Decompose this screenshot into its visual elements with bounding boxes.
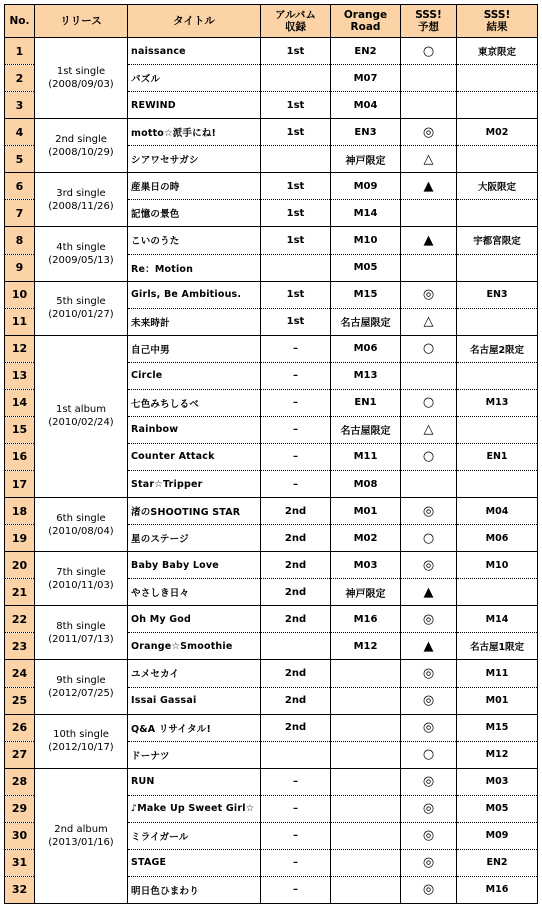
album-cell: 1st: [261, 281, 331, 308]
song-title: ユメセカイ: [128, 660, 261, 687]
song-title: ドーナツ: [128, 741, 261, 768]
prediction-symbol: ▲: [401, 579, 457, 606]
release-date: (2008/11/26): [48, 200, 114, 212]
song-title: やさしき日々: [128, 579, 261, 606]
song-title: Re：Motion: [128, 254, 261, 281]
header-title: タイトル: [128, 5, 261, 38]
album-cell: 1st: [261, 200, 331, 227]
release-cell: [35, 498, 128, 552]
album-cell: [261, 65, 331, 92]
row-number: 7: [5, 200, 35, 227]
song-title: naissance: [128, 38, 261, 65]
orange-road-cell: M15: [331, 281, 401, 308]
prediction-symbol: [401, 471, 457, 498]
result-cell: M13: [457, 389, 538, 416]
row-number: 16: [5, 443, 35, 470]
song-title: 記憶の景色: [128, 200, 261, 227]
table-row: [5, 606, 538, 633]
album-cell: –: [261, 471, 331, 498]
song-title: Rainbow: [128, 416, 261, 443]
song-title: ♪Make Up Sweet Girl☆: [128, 795, 261, 822]
song-title: Circle: [128, 362, 261, 389]
row-number: 29: [5, 795, 35, 822]
orange-road-cell: M09: [331, 173, 401, 200]
release-date: (2010/08/04): [48, 525, 114, 537]
orange-road-cell: M03: [331, 552, 401, 579]
song-title: Star☆Tripper: [128, 471, 261, 498]
header-no: No.: [5, 5, 35, 38]
result-cell: EN2: [457, 849, 538, 876]
release-name: 6th single: [56, 512, 106, 524]
header-row: [5, 5, 538, 38]
song-title: REWIND: [128, 92, 261, 119]
result-cell: M05: [457, 795, 538, 822]
song-title: motto☆派手にね!: [128, 119, 261, 146]
row-number: 22: [5, 606, 35, 633]
header-album-line2: 収録: [285, 21, 306, 33]
result-cell: [457, 471, 538, 498]
prediction-symbol: ○: [401, 443, 457, 470]
prediction-symbol: △: [401, 416, 457, 443]
song-title: Girls, Be Ambitious.: [128, 281, 261, 308]
release-date: (2008/10/29): [48, 146, 114, 158]
result-cell: [457, 92, 538, 119]
row-number: 28: [5, 768, 35, 795]
header-result-line1: SSS!: [483, 9, 511, 21]
release-name: 10th single: [53, 729, 109, 741]
prediction-symbol: ◎: [401, 498, 457, 525]
release-cell: [35, 335, 128, 497]
song-title: シアワセサガシ: [128, 146, 261, 173]
row-number: 25: [5, 687, 35, 714]
prediction-symbol: ▲: [401, 173, 457, 200]
prediction-symbol: [401, 362, 457, 389]
result-cell: M01: [457, 687, 538, 714]
result-cell: M03: [457, 768, 538, 795]
result-cell: M06: [457, 525, 538, 552]
prediction-symbol: △: [401, 146, 457, 173]
header-pred-line2: 予想: [418, 21, 439, 33]
prediction-symbol: ◎: [401, 660, 457, 687]
prediction-symbol: ○: [401, 741, 457, 768]
row-number: 3: [5, 92, 35, 119]
row-number: 9: [5, 254, 35, 281]
header-orange-line2: Road: [350, 21, 381, 33]
row-number: 32: [5, 876, 35, 903]
album-cell: –: [261, 822, 331, 849]
result-cell: M15: [457, 714, 538, 741]
prediction-symbol: ◎: [401, 552, 457, 579]
table-row: [5, 768, 538, 795]
prediction-symbol: ▲: [401, 227, 457, 254]
release-name: 9th single: [56, 675, 106, 686]
release-name: 4th single: [56, 242, 106, 253]
result-cell: [457, 416, 538, 443]
row-number: 17: [5, 471, 35, 498]
row-number: 20: [5, 552, 35, 579]
table-row: [5, 552, 538, 579]
release-name: 7th single: [56, 566, 106, 578]
prediction-symbol: ◎: [401, 822, 457, 849]
release-cell: [35, 606, 128, 660]
album-cell: [261, 633, 331, 660]
orange-road-cell: EN2: [331, 38, 401, 65]
release-name: 5th single: [56, 296, 106, 308]
song-title: 七色みちしるべ: [128, 389, 261, 416]
result-cell: M12: [457, 741, 538, 768]
orange-road-cell: [331, 687, 401, 714]
row-number: 19: [5, 525, 35, 552]
row-number: 12: [5, 335, 35, 362]
album-cell: [261, 146, 331, 173]
orange-road-cell: M05: [331, 254, 401, 281]
orange-road-cell: M10: [331, 227, 401, 254]
album-cell: 2nd: [261, 687, 331, 714]
release-cell: [35, 552, 128, 606]
album-cell: –: [261, 795, 331, 822]
album-cell: 2nd: [261, 498, 331, 525]
release-name: 3rd single: [56, 187, 106, 199]
result-cell: [457, 254, 538, 281]
row-number: 2: [5, 65, 35, 92]
album-cell: 1st: [261, 38, 331, 65]
orange-road-cell: M08: [331, 471, 401, 498]
row-number: 13: [5, 362, 35, 389]
album-cell: –: [261, 362, 331, 389]
row-number: 18: [5, 498, 35, 525]
result-cell: [457, 146, 538, 173]
song-title: 星のステージ: [128, 525, 261, 552]
header-orange-road: [331, 5, 401, 38]
orange-road-cell: 名古屋限定: [331, 308, 401, 335]
table-row: [5, 173, 538, 200]
orange-road-cell: M14: [331, 200, 401, 227]
song-title: 産巣日の時: [128, 173, 261, 200]
release-name: 8th single: [56, 620, 106, 632]
result-cell: M14: [457, 606, 538, 633]
prediction-symbol: ◎: [401, 849, 457, 876]
orange-road-cell: M11: [331, 443, 401, 470]
album-cell: 1st: [261, 173, 331, 200]
row-number: 11: [5, 308, 35, 335]
row-number: 26: [5, 714, 35, 741]
row-number: 30: [5, 822, 35, 849]
result-cell: EN3: [457, 281, 538, 308]
orange-road-cell: M16: [331, 606, 401, 633]
orange-road-cell: [331, 714, 401, 741]
prediction-symbol: [401, 92, 457, 119]
header-sss-prediction: [401, 5, 457, 38]
prediction-symbol: [401, 200, 457, 227]
orange-road-cell: [331, 822, 401, 849]
prediction-symbol: ○: [401, 525, 457, 552]
orange-road-cell: M01: [331, 498, 401, 525]
row-number: 21: [5, 579, 35, 606]
prediction-symbol: ◎: [401, 281, 457, 308]
result-cell: [457, 200, 538, 227]
release-date: (2010/01/27): [48, 309, 114, 321]
prediction-symbol: [401, 65, 457, 92]
release-cell: [35, 714, 128, 768]
table-row: [5, 335, 538, 362]
release-name: 1st single: [56, 66, 106, 78]
song-table: [4, 4, 538, 904]
prediction-symbol: ◎: [401, 876, 457, 903]
album-cell: –: [261, 416, 331, 443]
release-cell: [35, 227, 128, 281]
album-cell: [261, 254, 331, 281]
result-cell: M11: [457, 660, 538, 687]
header-sss-result: [457, 5, 538, 38]
song-title: RUN: [128, 768, 261, 795]
release-cell: [35, 768, 128, 903]
row-number: 10: [5, 281, 35, 308]
album-cell: –: [261, 443, 331, 470]
result-cell: 名古屋2限定: [457, 335, 538, 362]
release-name: 2nd album: [54, 823, 108, 835]
album-cell: 1st: [261, 119, 331, 146]
orange-road-cell: EN3: [331, 119, 401, 146]
table-row: [5, 119, 538, 146]
song-title: 渚のSHOOTING STAR: [128, 498, 261, 525]
prediction-symbol: [401, 254, 457, 281]
header-album-line1: アルバム: [275, 9, 316, 21]
result-cell: 宇都宮限定: [457, 227, 538, 254]
row-number: 4: [5, 119, 35, 146]
result-cell: [457, 362, 538, 389]
album-cell: 2nd: [261, 660, 331, 687]
header-orange-line1: Orange: [343, 9, 388, 21]
song-title: Oh My God: [128, 606, 261, 633]
album-cell: [261, 741, 331, 768]
orange-road-cell: [331, 849, 401, 876]
result-cell: M09: [457, 822, 538, 849]
prediction-symbol: ◎: [401, 606, 457, 633]
row-number: 27: [5, 741, 35, 768]
song-title: Q&A リサイタル!: [128, 714, 261, 741]
orange-road-cell: M02: [331, 525, 401, 552]
song-title: Counter Attack: [128, 443, 261, 470]
song-title: こいのうた: [128, 227, 261, 254]
song-title: パズル: [128, 65, 261, 92]
song-title: 自己中男: [128, 335, 261, 362]
release-cell: [35, 119, 128, 173]
prediction-symbol: ◎: [401, 687, 457, 714]
result-cell: [457, 65, 538, 92]
album-cell: 2nd: [261, 606, 331, 633]
song-title: Issai Gassai: [128, 687, 261, 714]
album-cell: –: [261, 768, 331, 795]
release-name: 1st album: [55, 404, 106, 416]
release-date: (2011/07/13): [48, 633, 114, 645]
result-cell: M10: [457, 552, 538, 579]
album-cell: –: [261, 389, 331, 416]
prediction-symbol: ◎: [401, 795, 457, 822]
orange-road-cell: [331, 741, 401, 768]
release-name: 2nd single: [55, 133, 107, 145]
prediction-symbol: △: [401, 308, 457, 335]
result-cell: M02: [457, 119, 538, 146]
header-release: リリース: [35, 5, 128, 38]
album-cell: 1st: [261, 227, 331, 254]
table-row: [5, 281, 538, 308]
prediction-symbol: ◎: [401, 714, 457, 741]
orange-road-cell: [331, 660, 401, 687]
orange-road-cell: M07: [331, 65, 401, 92]
orange-road-cell: 名古屋限定: [331, 416, 401, 443]
release-date: (2010/11/03): [48, 579, 114, 591]
prediction-symbol: ◎: [401, 119, 457, 146]
row-number: 23: [5, 633, 35, 660]
song-title: STAGE: [128, 849, 261, 876]
release-cell: [35, 281, 128, 335]
prediction-symbol: ▲: [401, 633, 457, 660]
row-number: 5: [5, 146, 35, 173]
result-cell: 名古屋1限定: [457, 633, 538, 660]
orange-road-cell: 神戸限定: [331, 579, 401, 606]
song-title: Baby Baby Love: [128, 552, 261, 579]
result-cell: M04: [457, 498, 538, 525]
album-cell: 1st: [261, 92, 331, 119]
orange-road-cell: M06: [331, 335, 401, 362]
album-cell: 2nd: [261, 579, 331, 606]
prediction-symbol: ◎: [401, 768, 457, 795]
result-cell: 東京限定: [457, 38, 538, 65]
header-album: [261, 5, 331, 38]
prediction-symbol: ○: [401, 389, 457, 416]
release-date: (2010/02/24): [48, 417, 114, 429]
orange-road-cell: [331, 876, 401, 903]
release-cell: [35, 38, 128, 119]
row-number: 31: [5, 849, 35, 876]
row-number: 6: [5, 173, 35, 200]
prediction-symbol: ○: [401, 38, 457, 65]
release-date: (2012/07/25): [48, 688, 114, 699]
row-number: 24: [5, 660, 35, 687]
song-title: 明日色ひまわり: [128, 876, 261, 903]
release-date: (2009/05/13): [48, 255, 114, 266]
orange-road-cell: M12: [331, 633, 401, 660]
song-title: 未来時計: [128, 308, 261, 335]
orange-road-cell: M13: [331, 362, 401, 389]
album-cell: 2nd: [261, 552, 331, 579]
album-cell: –: [261, 876, 331, 903]
prediction-symbol: ○: [401, 335, 457, 362]
table-row: [5, 38, 538, 65]
row-number: 8: [5, 227, 35, 254]
table-row: [5, 714, 538, 741]
result-cell: M16: [457, 876, 538, 903]
header-pred-line1: SSS!: [415, 9, 442, 21]
header-result-line2: 結果: [486, 21, 508, 33]
album-cell: –: [261, 849, 331, 876]
table-row: [5, 660, 538, 687]
release-cell: [35, 660, 128, 714]
result-cell: [457, 579, 538, 606]
orange-road-cell: [331, 768, 401, 795]
orange-road-cell: 神戸限定: [331, 146, 401, 173]
release-date: (2008/09/03): [48, 79, 114, 91]
album-cell: –: [261, 335, 331, 362]
album-cell: 1st: [261, 308, 331, 335]
song-title: Orange☆Smoothie: [128, 633, 261, 660]
orange-road-cell: EN1: [331, 389, 401, 416]
orange-road-cell: M04: [331, 92, 401, 119]
result-cell: [457, 308, 538, 335]
orange-road-cell: [331, 795, 401, 822]
release-date: (2013/01/16): [48, 836, 114, 848]
table-body: [5, 38, 538, 904]
row-number: 1: [5, 38, 35, 65]
table-row: [5, 227, 538, 254]
table-row: [5, 498, 538, 525]
row-number: 14: [5, 389, 35, 416]
album-cell: 2nd: [261, 714, 331, 741]
release-date: (2012/10/17): [48, 742, 114, 754]
result-cell: EN1: [457, 443, 538, 470]
song-title: ミライガール: [128, 822, 261, 849]
result-cell: 大阪限定: [457, 173, 538, 200]
release-cell: [35, 173, 128, 227]
row-number: 15: [5, 416, 35, 443]
album-cell: 2nd: [261, 525, 331, 552]
